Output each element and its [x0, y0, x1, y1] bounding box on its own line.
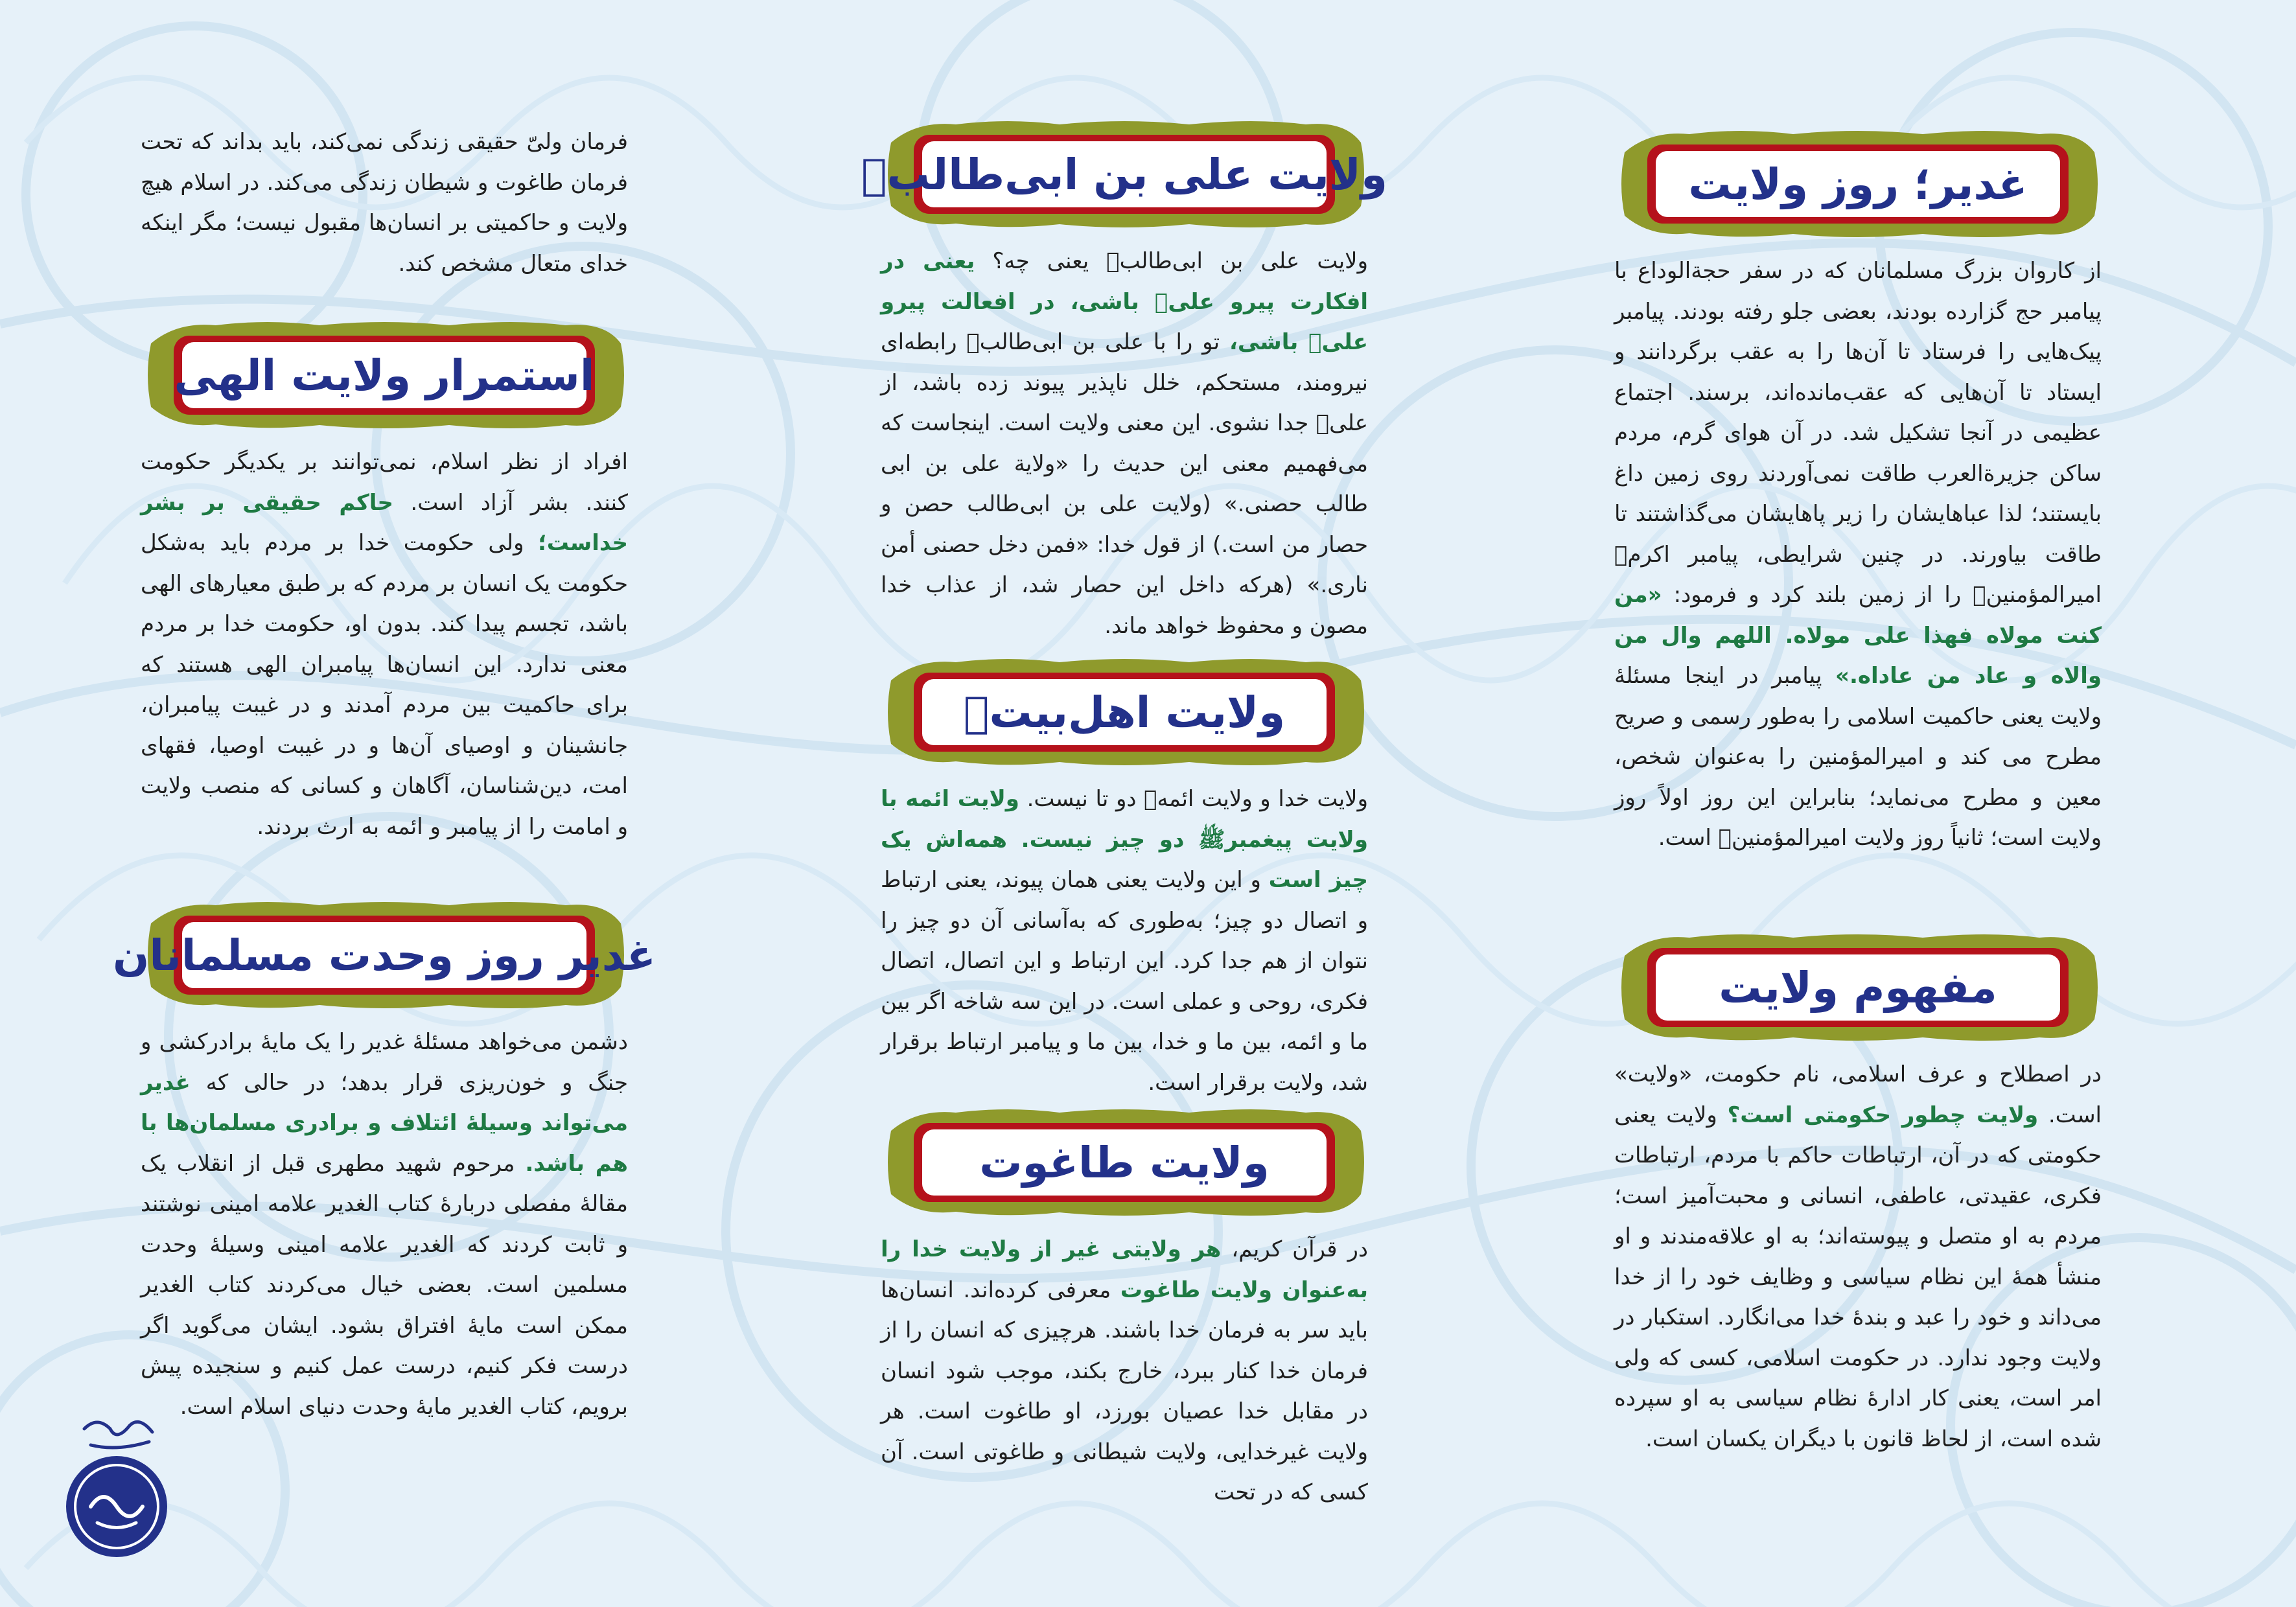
section-title: غدیر؛ روز ولایت	[1688, 159, 2028, 209]
section-body: فرمان ولیّ حقیقی زندگی نمی‌کند، باید بداند که تحت فرمان طاغوت و شیطان زندگی می‌کند. در اسلام هیچ ولایت و حاکمیتی بر انسان‌ها مقبول نیست؛ مگر اینکه خدای متعال مشخص کند.	[141, 129, 628, 277]
section-body: افراد از نظر اسلام، نمی‌توانند بر یکدیگر حکومت کنند. بشر آزاد است. حاکم حقیقی بر بشر خداست؛ ولی حکومت خدا بر مردم باید به‌شکل حکومت یک انسان بر مردم که بر طبق معیارهای الهی باشد، تجسم پیدا کند. بدون او، حکومت خدا بر مردم معنی ندارد. این انسان‌ها پیامبران الهی هستند که برای حاکمیت بین مردم آمدند و در غیبت پیامبران، جانشینان و اوصیای آن‌ها و در غیبت اوصیا، فقهای امت، دین‌شناسان، آگاهان و کسانی که منصب ولایت و امامت را از پیامبر و ائمه به ارث بردند.	[141, 449, 628, 840]
section-ghadir-unity-day	[113, 897, 656, 1427]
section-ghadir-day	[1612, 126, 2104, 859]
section-title: ولایت علی بن ابی‌طالبؑ	[861, 149, 1388, 200]
section-banner	[878, 654, 1371, 770]
section-continuity-of-velayat	[138, 318, 631, 847]
signature-seal-icon	[45, 1409, 188, 1565]
section-body: در اصطلاح و عرف اسلامی، نام حکومت، «ولایت» است. ولایت چطور حکومتی است؟ ولایت یعنی حکومتی که در آن، ارتباطات حاکم با مردم، ارتباطات فکری، عقیدتی، عاطفی، انسانی و محبت‌آمیز است؛ مردم به او متصل و پیوسته‌اند؛ به او علاقه‌مندند و او منشأ همهٔ این نظام سیاسی و وظایف خود را از خدا می‌داند و خود را عبد و بندهٔ خدا می‌انگارد. استکبار در ولایت وجود ندارد. در حکومت اسلامی، کسی که ولی امر است، یعنی کار ادارهٔ نظام سیاسی به او سپرده شده است، از لحاظ قانون با دیگران یکسان است.	[1614, 1061, 2102, 1452]
section-velayat-ali	[861, 117, 1388, 646]
section-body: دشمن می‌خواهد مسئلهٔ غدیر را یک مایهٔ برادرکشی و جنگ و خون‌ریزی قرار بدهد؛ در حالی که غدیر می‌تواند وسیلهٔ ائتلاف و برادری مسلمان‌ها با هم باشد. مرحوم شهید مطهری قبل از انقلاب یک مقالهٔ مفصلی دربارهٔ کتاب الغدیر علامه امینی نوشتند و ثابت کردند که الغدیر علامه امینی وسیلهٔ وحدت مسلمین است. بعضی خیال می‌کردند کتاب الغدیر ممکن است مایهٔ افتراق بشود. ایشان می‌گوید اگر درست فکر کنیم، درست عمل کنیم و سنجیده پیش برویم، کتاب الغدیر مایهٔ وحدت دنیای اسلام است.	[141, 1029, 628, 1420]
section-concept-of-velayat	[1612, 930, 2104, 1459]
section-body: در قرآن کریم، هر ولایتی غیر از ولایت خدا را به‌عنوان ولایت طاغوت معرفی کرده‌اند. انسان‌ها باید سر به فرمان خدا باشند. هرچیزی که انسان را از فرمان خدا کنار ببرد، خارج بکند، موجب شود انسان در مقابل خدا عصیان بورزد، او طاغوت است. هر ولایت غیرخدایی، ولایت شیطانی و طاغوتی است. آن کسی که در تحت	[881, 1236, 1368, 1505]
section-velayat-taghut	[878, 1105, 1371, 1513]
section-title: ولایت اهل‌بیتؑ	[963, 687, 1286, 737]
section-title: مفهوم ولایت	[1719, 962, 1997, 1013]
section-body: از کاروان بزرگ مسلمانان که در سفر حجة‌الوداع با پیامبر حج گزارده بودند، بعضی جلو رفته بودند. پیامبر پیک‌هایی را فرستاد تا آن‌ها را به عقب برگردانند و ایستاد تا آن‌هایی که عقب‌مانده‌اند، برسند. اجتماع عظیمی در آنجا تشکیل شد. در آن هوای گرم، مردم ساکن جزیرة‌العرب طاقت نمی‌آوردند روی زمین داغ بایستند؛ لذا عباهایشان را زیر پاهایشان می‌گذاشتند تا طاقت بیاورند. در چنین شرایطی، پیامبر اکرمﷺ امیرالمؤمنینؑ را از زمین بلند کرد و فرمود: «من کنت مولاه فهذا علی مولاه. اللهم وال من والاه و عاد من عاداه.» پیامبر در اینجا مسئلهٔ ولایت یعنی حاکمیت اسلامی را به‌طور رسمی و صریح مطرح می کند و امیرالمؤمنین را به‌عنوان شخص، معین و مطرح می‌نماید؛ بنابراین این روز اولاً روز ولایت است؛ ثانیاً روز ولایت امیرالمؤمنینؑ است.	[1614, 258, 2102, 851]
section-banner	[1612, 930, 2104, 1045]
section-banner	[113, 897, 656, 1013]
section-body: ولایت خدا و ولایت ائمهؑ دو تا نیست. ولایت ائمه با ولایت پیغمبرﷺ دو چیز نیست. همه‌اش یک چیز است و این ولایت یعنی همان پیوند، یعنی ارتباط و اتصال دو چیز؛ به‌طوری که به‌آسانی آن دو چیز را نتوان از هم جدا کرد. این ارتباط و این اتصال، اتصال فکری، روحی و عملی است. در این سه شاخه اگر بین ما و ائمه، بین ما و خدا، بین ما و پیامبر ارتباط برقرار شد، ولایت برقرار است.	[881, 786, 1368, 1096]
section-body: ولایت علی بن ابی‌طالبؑ یعنی چه؟ یعنی در افکارت پیرو علیؑ باشی، در افعالت پیرو علیؑ باشی، تو را با علی بن ابی‌طالبؑ رابطه‌ای نیرومند، مستحکم، خلل ناپذیر پیوند زده باشد، از علیؑ جدا نشوی. این معنی ولایت است. اینجاست که می‌فهمیم معنی این حدیث را «ولایة علی بن ابی طالب حصنی.» (ولایت علی بن ابی‌طالب حصن و حصار من است.) از قول خدا: «فمن دخل حصنی أمن ناری.» (هرکه داخل این حصار شد، از عذاب خدا مصون و محفوظ خواهد ماند.	[881, 248, 1369, 639]
section-title: غدیر روز وحدت مسلمانان	[113, 930, 656, 980]
section-title: استمرار ولایت الهی	[174, 350, 595, 400]
section-banner	[878, 1105, 1371, 1220]
section-banner	[138, 318, 631, 433]
section-title: ولایت طاغوت	[979, 1137, 1270, 1188]
section-intro-continued	[138, 122, 631, 284]
section-banner	[861, 117, 1388, 232]
section-velayat-ahlebeyt	[878, 654, 1371, 1103]
section-banner	[1612, 126, 2104, 242]
